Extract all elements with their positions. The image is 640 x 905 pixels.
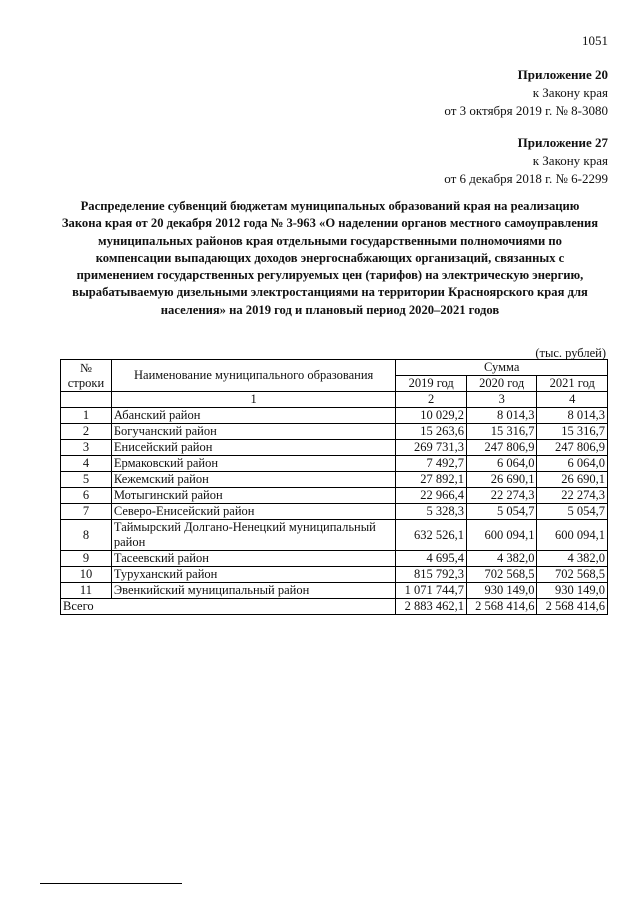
header-name: Наименование муниципального образования — [111, 360, 396, 392]
subvention-table — [60, 359, 608, 615]
municipality-name: Туруханский район — [111, 567, 396, 583]
page-number: 1051 — [582, 33, 608, 48]
municipality-name: Северо-Енисейский район — [111, 504, 396, 520]
sum-2019: 815 792,3 — [396, 567, 467, 583]
appendix-new-block — [444, 66, 608, 120]
sum-2019: 10 029,2 — [396, 408, 467, 424]
municipality-name: Ермаковский район — [111, 456, 396, 472]
sum-2021: 600 094,1 — [537, 520, 608, 551]
appendix-old-block — [444, 134, 608, 188]
row-number: 3 — [61, 440, 112, 456]
table-row — [61, 583, 608, 599]
sum-2021: 8 014,3 — [537, 408, 608, 424]
sum-2019: 22 966,4 — [396, 488, 467, 504]
sum-2020: 22 274,3 — [466, 488, 537, 504]
table-row — [61, 520, 608, 551]
header-row-number: № строки — [61, 360, 112, 392]
row-number: 4 — [61, 456, 112, 472]
table-row — [61, 551, 608, 567]
sum-2019: 632 526,1 — [396, 520, 467, 551]
sum-2021: 930 149,0 — [537, 583, 608, 599]
municipality-name: Мотыгинский район — [111, 488, 396, 504]
colnum-1: 1 — [111, 392, 396, 408]
units-label: (тыс. рублей) — [535, 346, 606, 360]
appendix-new-line2: от 3 октября 2019 г. № 8-3080 — [444, 103, 608, 118]
sum-2019: 1 071 744,7 — [396, 583, 467, 599]
municipality-name: Таймырский Долгано-Ненецкий муниципальный район — [111, 520, 396, 551]
header-row-1 — [61, 360, 608, 376]
row-number: 5 — [61, 472, 112, 488]
sum-2019: 269 731,3 — [396, 440, 467, 456]
sum-2020: 702 568,5 — [466, 567, 537, 583]
colnum-empty — [61, 392, 112, 408]
document-heading: Распределение субвенций бюджетам муниципальных образований края на реализацию Закона края от 20 декабря 2012 года № 3-963 «О наделении органов местного самоуправления муниципальных районов края отдельными государственными полномочиями по компенсации выпадающих доходов энергоснабжающих организаций, связанных с применением государственных регулируемых цен (тарифов) на электрическую энергию, вырабатываемую дизельными электростанциями на территории Красноярского края для населения» на 2019 год и плановый период 2020–2021 годов — [61, 199, 599, 317]
table-row — [61, 456, 608, 472]
colnum-4: 4 — [537, 392, 608, 408]
row-number: 10 — [61, 567, 112, 583]
municipality-name: Эвенкийский муниципальный район — [111, 583, 396, 599]
table-row — [61, 440, 608, 456]
sum-2021: 26 690,1 — [537, 472, 608, 488]
sum-2021: 5 054,7 — [537, 504, 608, 520]
row-number: 1 — [61, 408, 112, 424]
sum-2019: 7 492,7 — [396, 456, 467, 472]
sum-2021: 702 568,5 — [537, 567, 608, 583]
footnote-separator — [40, 883, 182, 884]
sum-2019: 5 328,3 — [396, 504, 467, 520]
municipality-name: Богучанский район — [111, 424, 396, 440]
row-number: 6 — [61, 488, 112, 504]
colnum-2: 2 — [396, 392, 467, 408]
total-2020: 2 568 414,6 — [466, 599, 537, 615]
appendix-old-line1: к Закону края — [532, 153, 608, 168]
total-label: Всего — [61, 599, 396, 615]
sum-2020: 930 149,0 — [466, 583, 537, 599]
sum-2019: 27 892,1 — [396, 472, 467, 488]
sum-2021: 22 274,3 — [537, 488, 608, 504]
header-sum: Сумма — [396, 360, 608, 376]
sum-2021: 6 064,0 — [537, 456, 608, 472]
sum-2020: 4 382,0 — [466, 551, 537, 567]
table-row — [61, 472, 608, 488]
municipality-name: Енисейский район — [111, 440, 396, 456]
sum-2020: 600 094,1 — [466, 520, 537, 551]
sum-2021: 247 806,9 — [537, 440, 608, 456]
column-number-row — [61, 392, 608, 408]
header-year-2019: 2019 год — [396, 376, 467, 392]
total-2021: 2 568 414,6 — [537, 599, 608, 615]
row-number: 7 — [61, 504, 112, 520]
municipality-name: Абанский район — [111, 408, 396, 424]
header-year-2021: 2021 год — [537, 376, 608, 392]
total-2019: 2 883 462,1 — [396, 599, 467, 615]
municipality-name: Тасеевский район — [111, 551, 396, 567]
sum-2020: 5 054,7 — [466, 504, 537, 520]
row-number: 11 — [61, 583, 112, 599]
appendix-old-line2: от 6 декабря 2018 г. № 6-2299 — [444, 171, 608, 186]
header-year-2020: 2020 год — [466, 376, 537, 392]
appendix-old-title: Приложение 27 — [517, 135, 608, 150]
colnum-3: 3 — [466, 392, 537, 408]
total-row — [61, 599, 608, 615]
appendix-new-title: Приложение 20 — [517, 67, 608, 82]
municipality-name: Кежемский район — [111, 472, 396, 488]
sum-2021: 15 316,7 — [537, 424, 608, 440]
table-row — [61, 408, 608, 424]
table-row — [61, 424, 608, 440]
sum-2019: 4 695,4 — [396, 551, 467, 567]
sum-2020: 26 690,1 — [466, 472, 537, 488]
row-number: 9 — [61, 551, 112, 567]
row-number: 8 — [61, 520, 112, 551]
appendix-new-line1: к Закону края — [532, 85, 608, 100]
sum-2021: 4 382,0 — [537, 551, 608, 567]
table-row — [61, 504, 608, 520]
sum-2020: 15 316,7 — [466, 424, 537, 440]
sum-2020: 6 064,0 — [466, 456, 537, 472]
sum-2020: 8 014,3 — [466, 408, 537, 424]
table-row — [61, 567, 608, 583]
table-row — [61, 488, 608, 504]
row-number: 2 — [61, 424, 112, 440]
sum-2019: 15 263,6 — [396, 424, 467, 440]
sum-2020: 247 806,9 — [466, 440, 537, 456]
